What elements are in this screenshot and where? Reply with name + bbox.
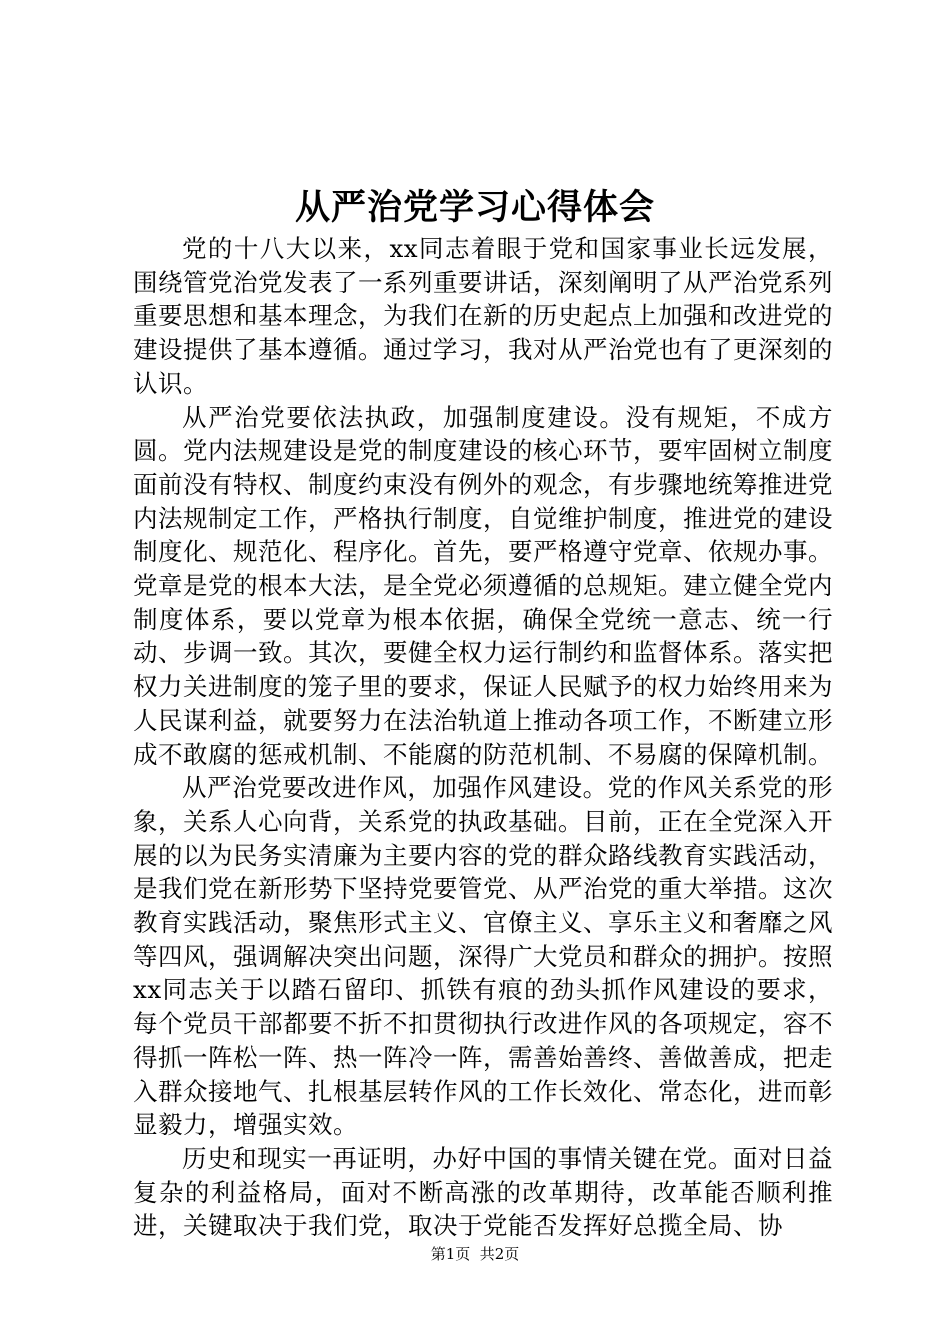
page-footer: [0, 1244, 950, 1264]
page-number-label: 第1页 共2页: [430, 1245, 520, 1263]
paragraph: 从严治党要依法执政，加强制度建设。没有规矩，不成方圆。党内法规建设是党的制度建设的核心环节，要牢固树立制度面前没有特权、制度约束没有例外的观念，有步骤地统筹推进党内法规制定工作，严格执行制度，自觉维护制度，推进党的建设制度化、规范化、程序化。首先，要严格遵守党章、依规办事。党章是党的根本大法，是全党必须遵循的总规矩。建立健全党内制度体系，要以党章为根本依据，确保全党统一意志、统一行动、步调一致。其次，要健全权力运行制约和监督体系。落实把权力关进制度的笼子里的要求，保证人民赋予的权力始终用来为人民谋利益，就要努力在法治轨道上推动各项工作，不断建立形成不敢腐的惩戒机制、不能腐的防范机制、不易腐的保障机制。: [133, 402, 833, 769]
document-title: 从严治党学习心得体会: [294, 187, 655, 228]
paragraph: 历史和现实一再证明，办好中国的事情关键在党。面对日益复杂的利益格局，面对不断高涨的改革期待，改革能否顺利推进，关键取决于我们党，取决于党能否发挥好总揽全局、协: [133, 1143, 833, 1241]
paragraph: 从严治党要改进作风，加强作风建设。党的作风关系党的形象，关系人心向背，关系党的执政基础。目前，正在全党深入开展的以为民务实清廉为主要内容的党的群众路线教育实践活动，是我们党在新形势下坚持党要管党、从严治党的重大举措。这次教育实践活动，聚焦形式主义、官僚主义、享乐主义和奢靡之风等四风，强调解决突出问题，深得广大党员和群众的拥护。按照xx同志关于以踏石留印、抓铁有痕的劲头抓作风建设的要求，每个党员干部都要不折不扣贯彻执行改进作风的各项规定，容不得抓一阵松一阵、热一阵冷一阵，需善始善终、善做善成，把走入群众接地气、扎根基层转作风的工作长效化、常态化，进而彰显毅力，增强实效。: [133, 773, 833, 1140]
paragraph: 党的十八大以来，xx同志着眼于党和国家事业长远发展，围绕管党治党发表了一系列重要讲话，深刻阐明了从严治党系列重要思想和基本理念，为我们在新的历史起点上加强和改进党的建设提供了基本遵循。通过学习，我对从严治党也有了更深刻的认识。: [133, 234, 833, 398]
document-body: [133, 232, 833, 1243]
